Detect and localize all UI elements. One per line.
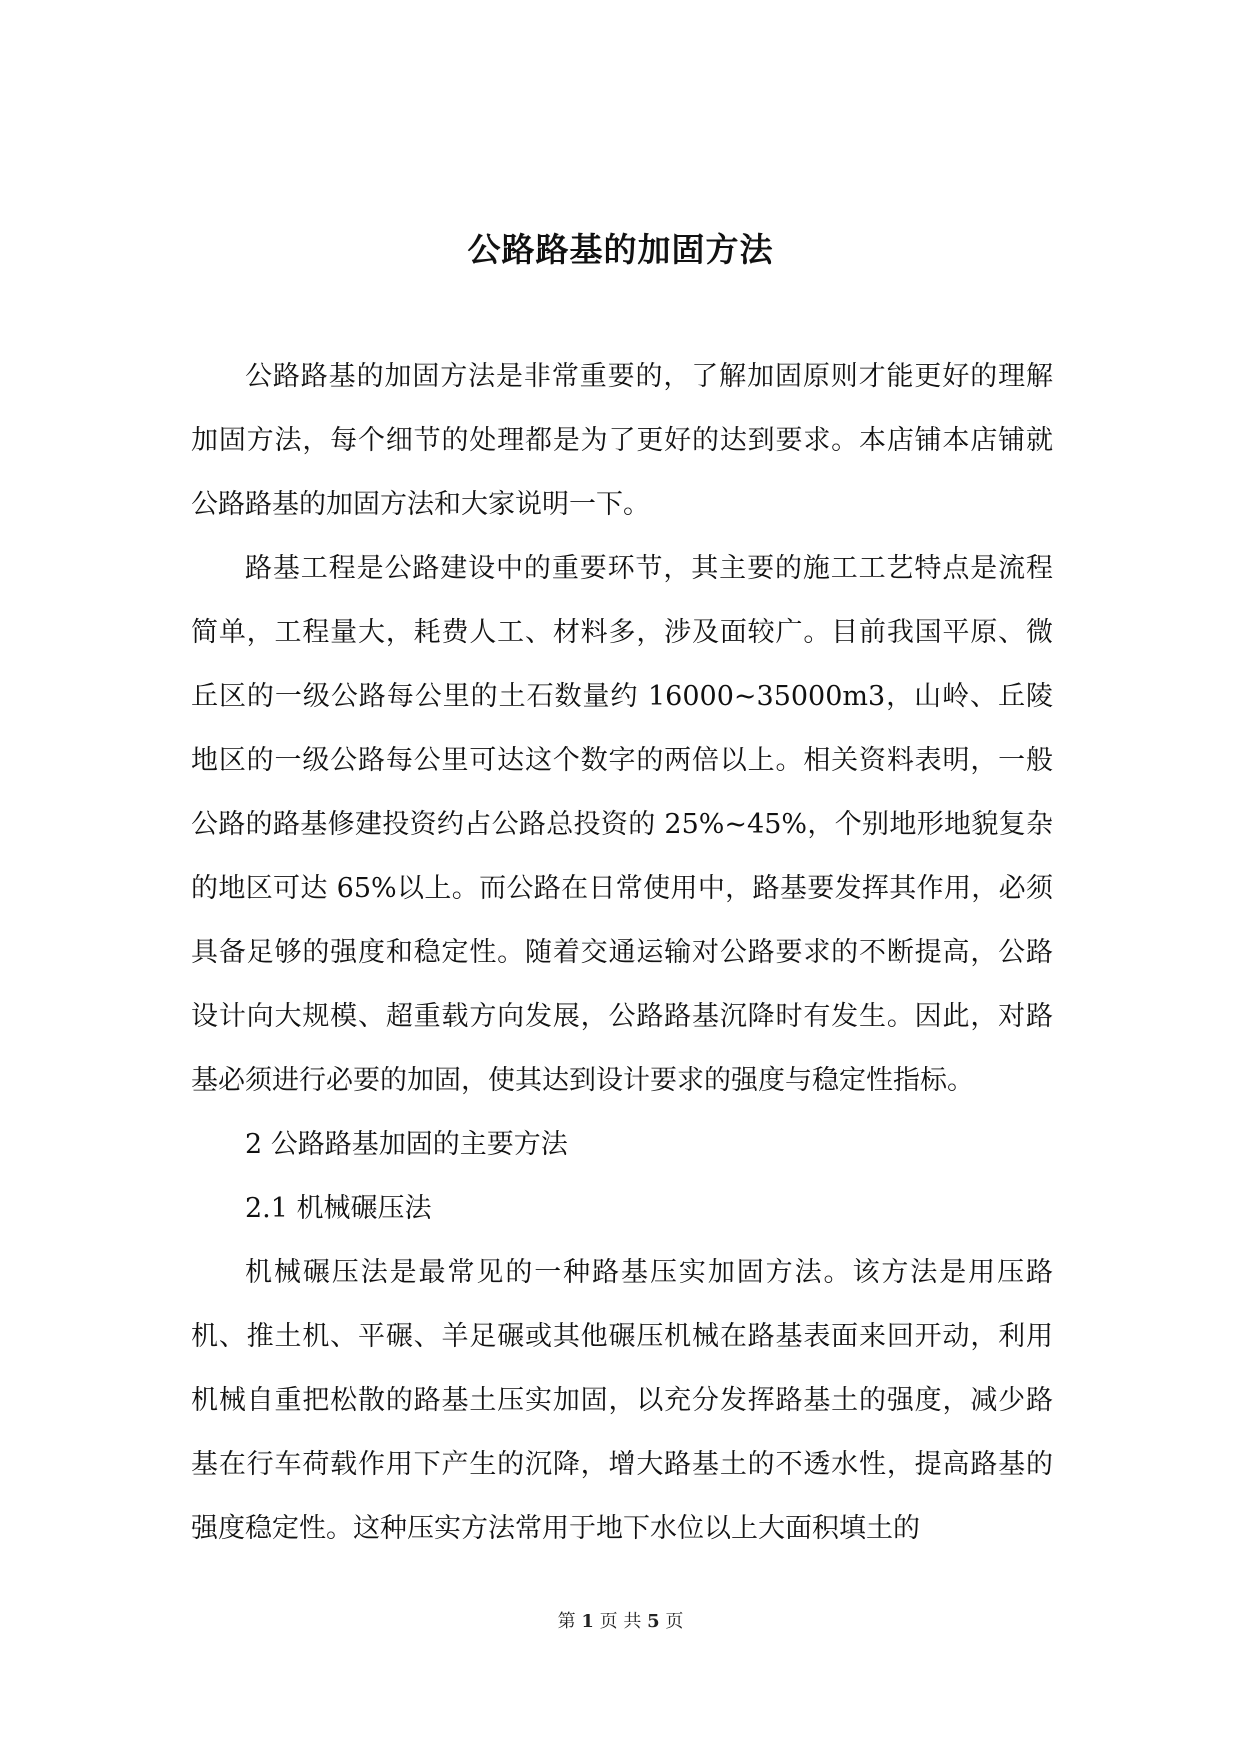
total-pages-number: 5	[647, 1611, 660, 1632]
subsection-heading: 2.1 机械碾压法	[245, 1193, 432, 1224]
page-footer	[0, 1610, 1241, 1634]
footer-prefix: 第	[557, 1611, 576, 1632]
document-title: 公路路基的加固方法	[467, 230, 774, 269]
section-heading: 2 公路路基加固的主要方法	[245, 1129, 568, 1160]
document-body	[191, 345, 1053, 1561]
footer-suffix: 页	[665, 1611, 684, 1632]
paragraph-background: 路基工程是公路建设中的重要环节，其主要的施工工艺特点是流程简单，工程量大，耗费人工、材料多，涉及面较广。目前我国平原、微丘区的一级公路每公里的土石数量约 16000~35000m3，山岭、丘陵地区的一级公路每公里可达这个数字的两倍以上。相关资料表明，一般公路的路基修建投资约占公路总投资的 25%~45%，个别地形地貌复杂的地区可达 65%以上。而公路在日常使用中，路基要发挥其作用，必须具备足够的强度和稳定性。随着交通运输对公路要求的不断提高，公路设计向大规模、超重载方向发展，公路路基沉降时有发生。因此，对路基必须进行必要的加固，使其达到设计要求的强度与稳定性指标。	[191, 553, 1053, 1096]
paragraph-intro: 公路路基的加固方法是非常重要的，了解加固原则才能更好的理解加固方法，每个细节的处理都是为了更好的达到要求。本店铺本店铺就公路路基的加固方法和大家说明一下。	[191, 361, 1053, 520]
paragraph-mechanical-compaction: 机械碾压法是最常见的一种路基压实加固方法。该方法是用压路机、推土机、平碾、羊足碾或其他碾压机械在路基表面来回开动，利用机械自重把松散的路基土压实加固，以充分发挥路基土的强度，减少路基在行车荷载作用下产生的沉降，增大路基土的不透水性，提高路基的强度稳定性。这种压实方法常用于地下水位以上大面积填土的	[191, 1257, 1053, 1544]
footer-middle: 页 共	[599, 1611, 642, 1632]
current-page-number: 1	[581, 1611, 594, 1632]
